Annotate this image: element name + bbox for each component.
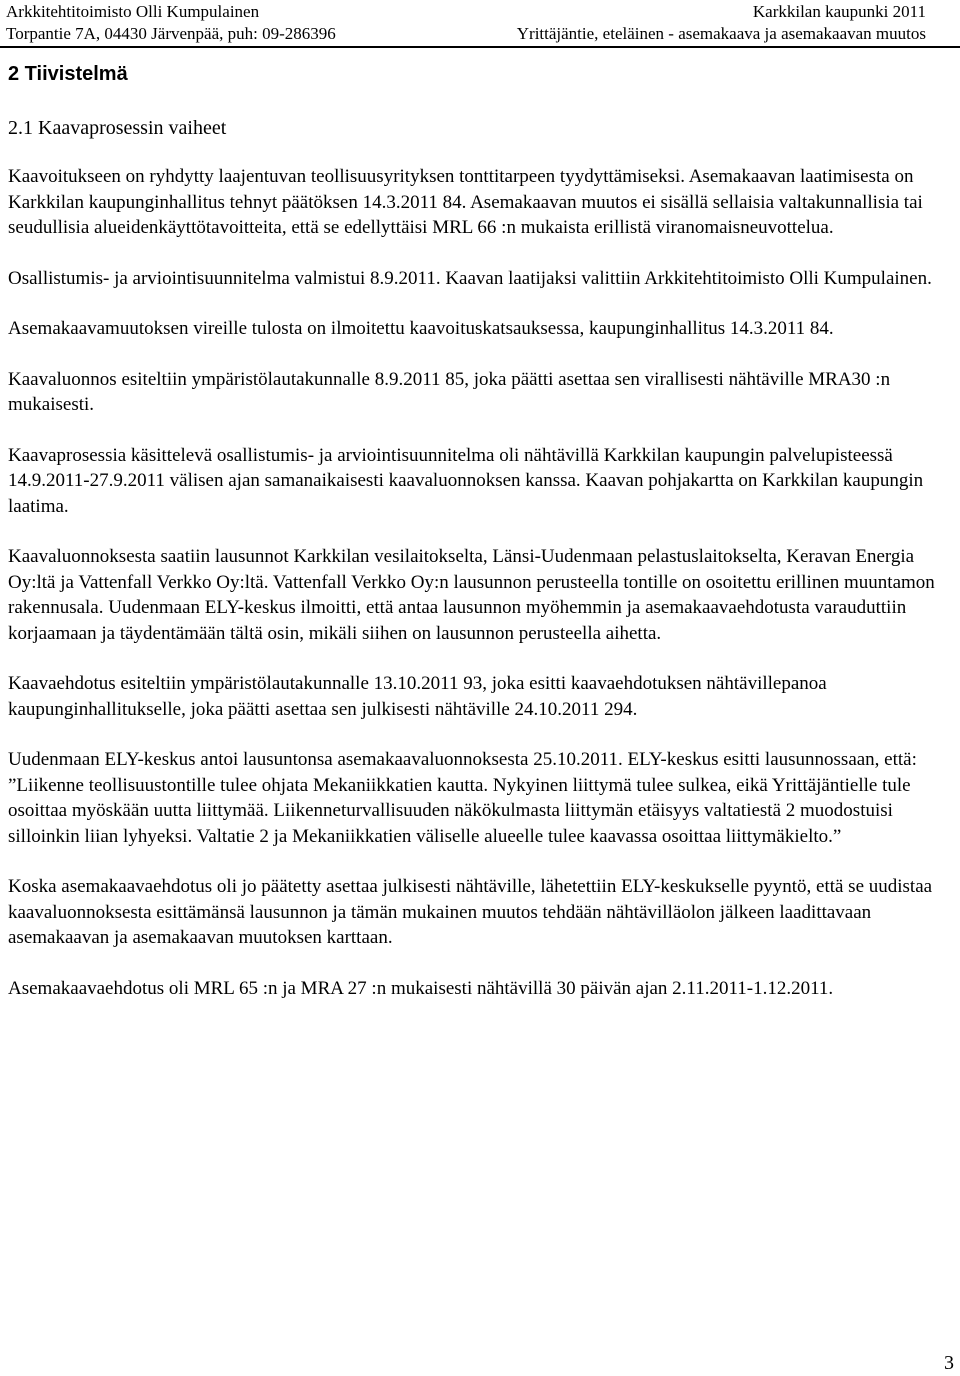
paragraph-5: Kaavaprosessia käsittelevä osallistumis- ja arviointisuunnitelma oli nähtävillä Karkkilan kaupungin palvelupisteessä 14.9.2011-27.9.2011 välisen ajan samanaikaisesti kaavaluonnoksen kanssa. Kaavan pohjakartta on Karkkilan kaupungin laatima. xyxy=(8,444,924,517)
paragraph-2: Osallistumis- ja arviointisuunnitelma valmistui 8.9.2011. Kaavan laatijaksi valittiin Arkkitehtitoimisto Olli Kumpulainen. xyxy=(8,267,932,289)
paragraph-9: Koska asemakaavaehdotus oli jo päätetty asettaa julkisesti nähtäville, lähetettiin ELY-keskukselle pyyntö, että se uudistaa kaavaluonnoksesta esittämänsä lausunnon ja tämän mukainen muutos tehdään nähtävilläolon jälkeen laadittavaan asemakaavan ja asemakaavan muutoksen karttaan. xyxy=(8,876,933,948)
header-company-address: Torpantie 7A, 04430 Järvenpää, puh: 09-286396 xyxy=(6,24,336,43)
page-header xyxy=(0,0,960,48)
section-title: 2.1 Kaavaprosessin vaiheet xyxy=(8,117,227,139)
paragraph-7: Kaavaehdotus esiteltiin ympäristölautakunnalle 13.10.2011 93, joka esitti kaavaehdotuksen nähtävillepanoa kaupunginhallitukselle, joka päätti asettaa sen julkisesti nähtäville 24.10.2011 294. xyxy=(8,673,827,720)
paragraph-4: Kaavaluonnos esiteltiin ympäristölautakunnalle 8.9.2011 85, joka päätti asettaa sen virallisesti nähtäville MRA30 :n mukaisesti. xyxy=(8,368,891,415)
chapter-title: 2 Tiivistelmä xyxy=(8,63,128,85)
document-body xyxy=(8,60,958,1026)
paragraph-1: Kaavoitukseen on ryhdytty laajentuvan teollisuusyrityksen tonttitarpeen tyydyttämiseksi. Asemakaavan laatimisesta on Karkkilan kaupunginhallitus tehnyt päätöksen 14.3.2011 84. Asemakaavan muutos ei sisällä sellaisia valtakunnallisia tai seudullisia alueidenkäyttötavoitteita, että se edellyttäisi MRL 66 :n mukaista erillistä viranomaisneuvottelua. xyxy=(8,166,923,238)
header-company-name: Arkkitehtitoimisto Olli Kumpulainen xyxy=(6,2,260,21)
header-client: Karkkilan kaupunki 2011 xyxy=(752,2,926,21)
paragraph-6: Kaavaluonnoksesta saatiin lausunnot Karkkilan vesilaitokselta, Länsi-Uudenmaan pelastuslaitokselta, Keravan Energia Oy:ltä ja Vattenfall Verkko Oy:ltä. Vattenfall Verkko Oy:n lausunnon perusteella tontille on osoitettu erillinen muuntamon rakennusala. Uudenmaan ELY-keskus ilmoitti, että antaa lausunnon myöhemmin ja asemakaavaehdotusta varauduttiin korjaamaan ja täydentämään tältä osin, mikäli siihen on lausunnon perusteella aihetta. xyxy=(8,546,935,644)
paragraph-10: Asemakaavaehdotus oli MRL 65 :n ja MRA 27 :n mukaisesti nähtävillä 30 päivän ajan 2.11.2011-1.12.2011. xyxy=(8,977,834,999)
paragraph-3: Asemakaavamuutoksen vireille tulosta on ilmoitettu kaavoituskatsauksessa, kaupunginhallitus 14.3.2011 84. xyxy=(8,318,834,339)
header-project: Yrittäjäntie, eteläinen - asemakaava ja asemakaavan muutos xyxy=(516,24,926,43)
paragraph-8: Uudenmaan ELY-keskus antoi lausuntonsa asemakaavaluonnoksesta 25.10.2011. ELY-keskus esitti lausunnossaan, että: ”Liikenne teollisuustontille tulee ohjata Mekaniikkatien kautta. Nykyinen liittymä tulee sulkea, eikä Yrittäjäntielle tule osoittaa myöskään uutta liittymää. Liikenneturvallisuuden näkökulmasta liittymän etäisyys valtatiestä 2 muodostuisi silloinkin liian lyhyeksi. Valtatie 2 ja Mekaniikkatien väliselle alueelle tulee kaavassa osoittaa liittymäkielto.” xyxy=(8,749,917,847)
page-number: 3 xyxy=(944,1352,954,1374)
